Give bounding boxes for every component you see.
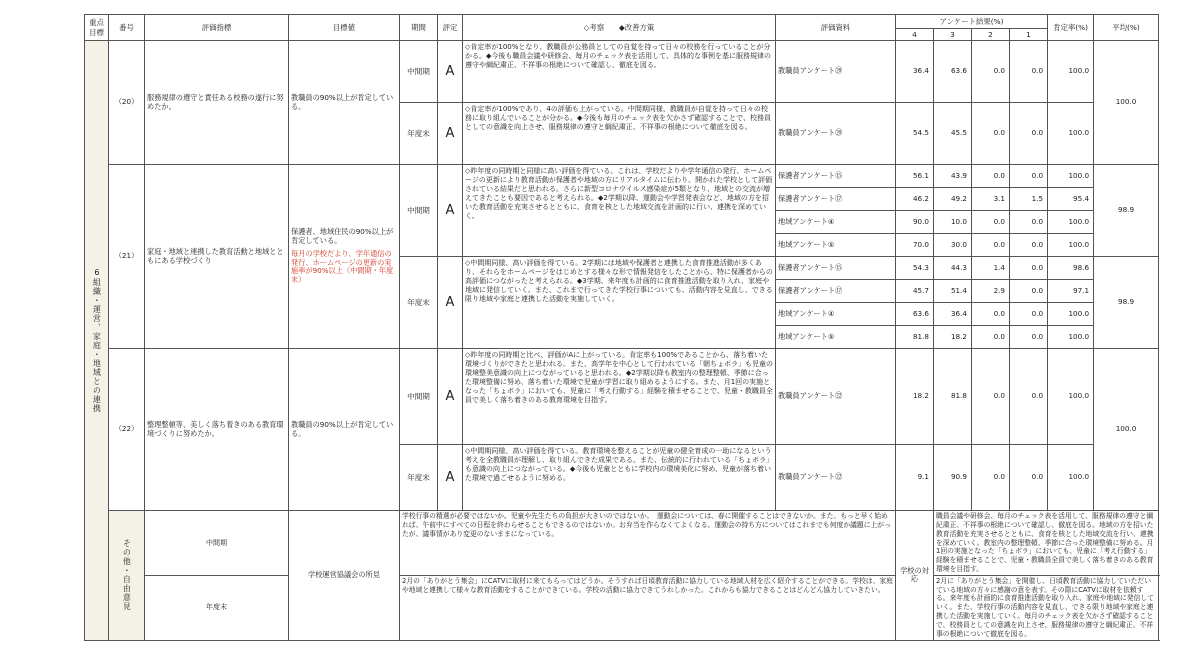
survey-v2: 0.0 [972, 41, 1010, 103]
table-row [85, 41, 1159, 103]
survey-v4: 54.5 [896, 103, 934, 165]
header-number: 番号 [109, 15, 145, 41]
survey-v3: 63.6 [934, 41, 972, 103]
survey-material: 保護者アンケート⑰ [776, 280, 896, 303]
grade-value: A [438, 349, 463, 445]
survey-v3: 30.0 [934, 234, 972, 257]
target-cell [289, 165, 400, 349]
survey-v3: 10.0 [934, 211, 972, 234]
survey-v3: 49.2 [934, 188, 972, 211]
positive-rate: 100.0 [1048, 234, 1094, 257]
row-number: （21） [109, 165, 145, 349]
survey-v3: 51.4 [934, 280, 972, 303]
survey-v3: 44.3 [934, 257, 972, 280]
survey-v3: 81.8 [934, 349, 972, 445]
period-label: 年度末 [400, 103, 438, 165]
positive-rate: 100.0 [1048, 103, 1094, 165]
survey-v2: 0.0 [972, 445, 1010, 511]
average-value: 100.0 [1094, 349, 1159, 511]
evaluation-sheet [84, 14, 1158, 644]
header-observation: ◇考察 ◆改善方策 [463, 15, 776, 41]
survey-material: 地域アンケート④ [776, 211, 896, 234]
response-end-text: 2月に「ありがとう集会」を開催し、日頃教育活動に協力していただいている地域の方々に感謝の意を表す。その際にCATVに取材を依頼する。来年度も計画的に食育推進活動を取り入れ、家庭や地域に発信していく。また、学校行事の活動内容を見直し、できる限り地域や家庭と連携した活動を実施していく。毎月のチェック表を欠かさず確認することで、校務員としての意識を向上させ、服務規律の遵守と綱紀粛正、不祥事の根絶について徹底を図る。 [934, 575, 1159, 640]
survey-v3: 45.5 [934, 103, 972, 165]
positive-rate: 95.4 [1048, 188, 1094, 211]
survey-v4: 45.7 [896, 280, 934, 303]
positive-rate: 100.0 [1048, 445, 1094, 511]
survey-v2: 3.1 [972, 188, 1010, 211]
target-note: 毎月の学校だより、学年通信の発行、ホームページの更新の実施率が90%以上（中間期・年度末） [291, 248, 394, 285]
council-label: 学校運営協議会の所見 [289, 511, 400, 641]
observation-text: ◇肯定率が100%となり、教職員が公務員としての自覚を持って日々の校務を行っていることが分かる。◆今後も職員会議や研修会、毎月のチェック表を活用して、具体的な事例を基に服務規律の遵守や綱紀粛正、不祥事の根絶について確認し、徹底を図る。 [463, 41, 776, 103]
survey-v2: 0.0 [972, 326, 1010, 349]
survey-v1: 0.0 [1010, 234, 1048, 257]
survey-material: 教職員アンケート㉒ [776, 445, 896, 511]
response-label: 学校の対応 [896, 511, 934, 641]
survey-v2: 0.0 [972, 211, 1010, 234]
survey-v4: 18.2 [896, 349, 934, 445]
header-survey-col-3: 3 [934, 29, 972, 41]
section-label: 6組織・運営、家庭・地域との連携 [92, 267, 102, 413]
survey-v3: 43.9 [934, 165, 972, 188]
positive-rate: 97.1 [1048, 280, 1094, 303]
survey-material: 地域アンケート⑤ [776, 326, 896, 349]
header-indicator: 評価指標 [145, 15, 289, 41]
row-number: （22） [109, 349, 145, 511]
survey-v2: 2.9 [972, 280, 1010, 303]
survey-material: 保護者アンケート⑰ [776, 188, 896, 211]
response-mid-text: 職員会議や研修会、毎月のチェック表を活用して、服務規律の遵守と綱紀粛正、不祥事の根絶について確認し、徹底を図る。地域の方を招いた教育活動を充実させるとともに、食育を核とした地域交流を行い、連携を深めていく。教室内の整理整頓、季節に合った環境整備に努める。月1回の実施となった「ちょボラ」においても、児童に「考え行動する」経験を積ませることで、児童・教職員全員で美しく落ち着きのある教育環境を目指す。 [934, 511, 1159, 576]
header-average: 平均(%) [1094, 15, 1159, 41]
survey-material: 教職員アンケート⑳ [776, 41, 896, 103]
survey-v1: 0.0 [1010, 280, 1048, 303]
period-label: 中間期 [400, 41, 438, 103]
survey-v4: 56.1 [896, 165, 934, 188]
average-value: 100.0 [1094, 41, 1159, 165]
survey-v2: 0.0 [972, 103, 1010, 165]
footer-row [85, 575, 1159, 640]
survey-v4: 54.3 [896, 257, 934, 280]
table-row [85, 349, 1159, 445]
survey-v1: 0.0 [1010, 257, 1048, 280]
survey-v2: 0.0 [972, 349, 1010, 445]
target-text: 保護者、地域住民の90%以上が肯定している。 [291, 227, 394, 245]
target-text: 教職員の90%以上が肯定している。 [289, 41, 400, 165]
survey-v3: 18.2 [934, 326, 972, 349]
grade-value: A [438, 41, 463, 103]
footer-end-label: 年度末 [145, 575, 289, 640]
positive-rate: 100.0 [1048, 41, 1094, 103]
indicator-text: 服務規律の遵守と責任ある校務の遂行に努めたか。 [145, 41, 289, 165]
positive-rate: 98.6 [1048, 257, 1094, 280]
header-positive-rate: 肯定率(%) [1048, 15, 1094, 41]
row-number: （20） [109, 41, 145, 165]
header-grade: 評定 [438, 15, 463, 41]
survey-v1: 0.0 [1010, 326, 1048, 349]
header-survey-col-4: 4 [896, 29, 934, 41]
target-text: 教職員の90%以上が肯定している。 [289, 349, 400, 511]
grade-value: A [438, 103, 463, 165]
positive-rate: 100.0 [1048, 165, 1094, 188]
survey-v4: 9.1 [896, 445, 934, 511]
footer-mid-label: 中間期 [145, 511, 289, 576]
header-material: 評価資料 [776, 15, 896, 41]
survey-v1: 0.0 [1010, 349, 1048, 445]
period-label: 年度末 [400, 445, 438, 511]
section-label-cell [85, 41, 109, 641]
survey-v2: 1.4 [972, 257, 1010, 280]
survey-material: 教職員アンケート㉒ [776, 349, 896, 445]
survey-v3: 36.4 [934, 303, 972, 326]
observation-text: ◇昨年度の同時期と比べ、評価がAに上がっている。肯定率も100%であることから、落ち着いた環境づくりができたと思われる。また、高学年を中心として行われている「朝ちょボラ」も児童の環境整美意識の向上につながっていると思われる。◆2学期以降も教室内の整理整頓、季節に合った環境整備に努め、落ち着いた環境で児童が学習に取り組めるようにする。また、月1回の実施となった「ちょボラ」においても、児童に「考え行動する」経験を積ませることで、児童・教職員全員で美しく落ち着きのある教育環境を目指す。 [463, 349, 776, 445]
footer-row [85, 511, 1159, 576]
survey-material: 保護者アンケート⑮ [776, 165, 896, 188]
positive-rate: 100.0 [1048, 303, 1094, 326]
header-period: 期間 [400, 15, 438, 41]
survey-v3: 90.9 [934, 445, 972, 511]
survey-v4: 90.0 [896, 211, 934, 234]
grade-value: A [438, 445, 463, 511]
header-focus-goal: 重点目標 [85, 15, 109, 41]
survey-v1: 0.0 [1010, 41, 1048, 103]
positive-rate: 100.0 [1048, 326, 1094, 349]
average-value: 98.9 [1094, 257, 1159, 349]
observation-text: ◇中間期同様、高い評価を得ている。2学期には地域や保護者と連携した食育推進活動が多くあり、それらをホームページをはじめとする様々な形で情報発信をしたことから、特に保護者からの高評価につながったと考えられる。◆3学期、来年度も計画的に食育推進活動を取り入れ、家庭や地域に発信していく。また、これまで行ってきた学校行事についても、活動内容を見直し、できる限り地域や家庭と連携した活動を実施していく。 [463, 257, 776, 349]
survey-v1: 0.0 [1010, 165, 1048, 188]
header-survey-col-1: 1 [1010, 29, 1048, 41]
survey-v4: 46.2 [896, 188, 934, 211]
survey-v2: 0.0 [972, 303, 1010, 326]
survey-material: 教職員アンケート⑳ [776, 103, 896, 165]
survey-v2: 0.0 [972, 234, 1010, 257]
survey-v4: 70.0 [896, 234, 934, 257]
footer-label-cell [109, 511, 145, 641]
header-row [85, 15, 1159, 29]
grade-value: A [438, 165, 463, 257]
survey-material: 地域アンケート⑤ [776, 234, 896, 257]
header-survey: アンケート結果(%) [896, 15, 1048, 29]
survey-material: 保護者アンケート⑮ [776, 257, 896, 280]
indicator-text: 家庭・地域と連携した教育活動と地域とともにある学校づくり [145, 165, 289, 349]
survey-v2: 0.0 [972, 165, 1010, 188]
observation-text: ◇昨年度の同時期と同様に高い評価を得ている。これは、学校だよりや学年通信の発行、ホームページの更新により教育活動が保護者や地域の方にリアルタイムに伝わり、開かれた学校として評価されている結果だと思われる。さらに新型コロナウイルス感染症が5類となり、地域との交流が増えてきたことも要因であると考えられる。◆2学期以降、運動会や学習発表会など、地域の方を招いた教育活動を充実させるとともに、食育を核とした地域交流を計画的に行い、連携を深めていく。 [463, 165, 776, 257]
council-mid-text: 学校行事の精選が必要ではないか。児童や先生たちの負担が大きいのではないか。 運動会については、春に開催することはできないか。また、もっと早く始めれば、午前中にすべての日程を終わらせることもできるのではないか。お弁当を作らなくてよくなる。運動会の持ち方についてはこれまでも何度か議題に上がったが、議事情があり変更のないままになっている。 [400, 511, 896, 576]
positive-rate: 100.0 [1048, 211, 1094, 234]
header-survey-col-2: 2 [972, 29, 1010, 41]
header-target: 目標値 [289, 15, 400, 41]
survey-v1: 0.0 [1010, 303, 1048, 326]
survey-v4: 81.8 [896, 326, 934, 349]
evaluation-table [84, 14, 1159, 641]
period-label: 年度末 [400, 257, 438, 349]
survey-v1: 0.0 [1010, 211, 1048, 234]
survey-material: 地域アンケート④ [776, 303, 896, 326]
observation-text: ◇肯定率が100%であり、4の評価も上がっている。中間期同様、教職員が自覚を持って日々の校務に取り組んでいることが分かる。◆今後も毎月のチェック表を欠かさず確認することで、校務員としての意識を向上させ、服務規律の遵守と綱紀粛正、不祥事の根絶について徹底を図る。 [463, 103, 776, 165]
survey-v1: 0.0 [1010, 103, 1048, 165]
survey-v1: 0.0 [1010, 445, 1048, 511]
average-value: 98.9 [1094, 165, 1159, 257]
period-label: 中間期 [400, 349, 438, 445]
table-row [85, 165, 1159, 188]
observation-text: ◇中間期同様、高い評価を得ている。教育環境を整えることが児童の健全育成の一助になるという考えを全教職員が理解し、取り組んできた成果である。また、伝統的に行われている「ちょボラ」も意識の向上につながっている。◆今後も児童とともに学校内の環境美化に努め、児童が落ち着いた環境で過ごせるように努める。 [463, 445, 776, 511]
positive-rate: 100.0 [1048, 349, 1094, 445]
survey-v4: 36.4 [896, 41, 934, 103]
footer-label: その他・自由意見 [122, 539, 132, 612]
survey-v1: 1.5 [1010, 188, 1048, 211]
council-end-text: 2月の「ありがとう集会」にCATVに取材に来てもらってはどうか。そうすれば日頃教育活動に協力している地域人材を広く紹介することができる。学校は、家庭や地域と連携して様々な教育活動をすることができている。学校の活動に協力できてうれしかった。これからも協力できることはどんどん協力していきたい。 [400, 575, 896, 640]
survey-v4: 63.6 [896, 303, 934, 326]
period-label: 中間期 [400, 165, 438, 257]
grade-value: A [438, 257, 463, 349]
indicator-text: 整理整頓等、美しく落ち着きのある教育環境づくりに努めたか。 [145, 349, 289, 511]
